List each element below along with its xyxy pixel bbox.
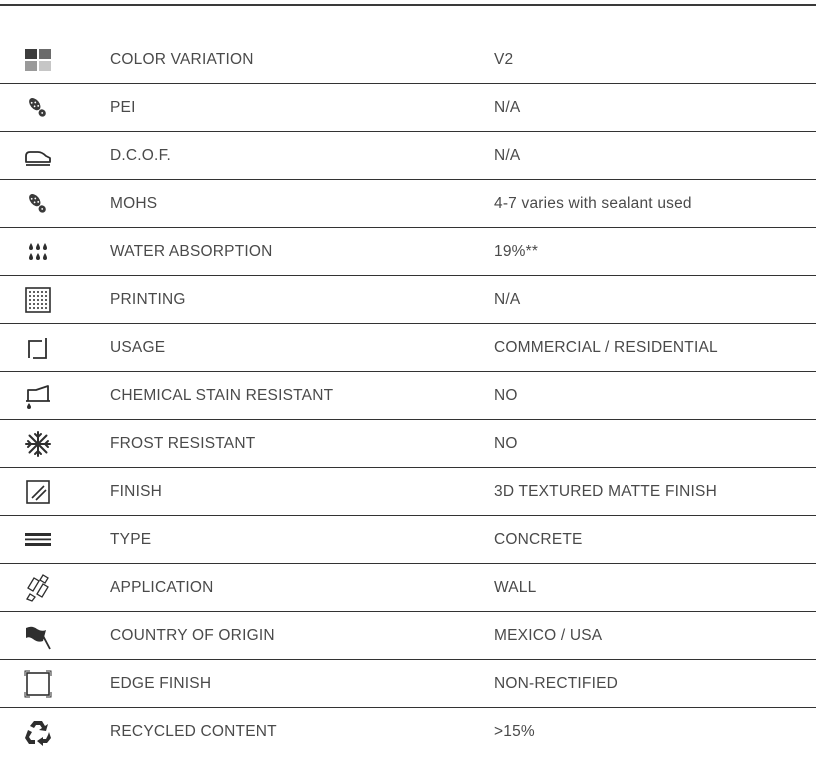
corner-bracket-icon bbox=[24, 334, 52, 362]
spec-row-finish bbox=[0, 468, 816, 516]
specifications-table bbox=[0, 36, 816, 756]
spec-row-country-of-origin bbox=[0, 612, 816, 660]
spec-value: NO bbox=[494, 435, 518, 452]
edge-frame-icon bbox=[24, 670, 52, 698]
flag-icon bbox=[24, 622, 52, 650]
spec-label: MOHS bbox=[110, 195, 158, 212]
spec-value: WALL bbox=[494, 579, 537, 596]
top-divider bbox=[0, 4, 816, 6]
footprint-icon bbox=[24, 190, 52, 218]
spec-label: COLOR VARIATION bbox=[110, 51, 254, 68]
footprint-icon bbox=[24, 94, 52, 122]
spec-row-edge-finish bbox=[0, 660, 816, 708]
spec-row-mohs bbox=[0, 180, 816, 228]
chemical-pour-icon bbox=[24, 382, 52, 410]
spec-value: >15% bbox=[494, 723, 535, 740]
water-drops-icon bbox=[24, 238, 52, 266]
spec-value: 4-7 varies with sealant used bbox=[494, 195, 692, 212]
color-variation-icon bbox=[24, 46, 52, 74]
spec-row-color-variation bbox=[0, 36, 816, 84]
spec-value: CONCRETE bbox=[494, 531, 583, 548]
spec-value: COMMERCIAL / RESIDENTIAL bbox=[494, 339, 718, 356]
spec-label: WATER ABSORPTION bbox=[110, 243, 273, 260]
spec-label: PRINTING bbox=[110, 291, 186, 308]
wall-tiles-icon bbox=[24, 574, 52, 602]
spec-row-usage bbox=[0, 324, 816, 372]
spec-row-printing bbox=[0, 276, 816, 324]
spec-label: FINISH bbox=[110, 483, 163, 500]
spec-value: NO bbox=[494, 387, 518, 404]
spec-label: CHEMICAL STAIN RESISTANT bbox=[110, 387, 334, 404]
spec-row-dcof bbox=[0, 132, 816, 180]
spec-value: 3D TEXTURED MATTE FINISH bbox=[494, 483, 717, 500]
spec-row-application bbox=[0, 564, 816, 612]
spec-value: V2 bbox=[494, 51, 514, 68]
spec-value: N/A bbox=[494, 291, 521, 308]
spec-label: D.C.O.F. bbox=[110, 147, 172, 164]
spec-value: N/A bbox=[494, 99, 521, 116]
spec-value: MEXICO / USA bbox=[494, 627, 603, 644]
spec-label: EDGE FINISH bbox=[110, 675, 212, 692]
finish-square-icon bbox=[24, 478, 52, 506]
snowflake-icon bbox=[24, 430, 52, 458]
spec-label: PEI bbox=[110, 99, 136, 116]
spec-row-chemical-stain-resistant bbox=[0, 372, 816, 420]
dot-grid-icon bbox=[24, 286, 52, 314]
spec-row-recycled-content bbox=[0, 708, 816, 756]
spec-value: NON-RECTIFIED bbox=[494, 675, 619, 692]
spec-row-water-absorption bbox=[0, 228, 816, 276]
spec-label: TYPE bbox=[110, 531, 152, 548]
shoe-icon bbox=[24, 142, 52, 170]
spec-row-type bbox=[0, 516, 816, 564]
spec-label: APPLICATION bbox=[110, 579, 214, 596]
recycle-icon bbox=[24, 718, 52, 746]
spec-value: 19%** bbox=[494, 243, 539, 260]
spec-label: FROST RESISTANT bbox=[110, 435, 256, 452]
spec-value: N/A bbox=[494, 147, 521, 164]
spec-label: COUNTRY OF ORIGIN bbox=[110, 627, 275, 644]
spec-label: USAGE bbox=[110, 339, 166, 356]
layers-icon bbox=[24, 526, 52, 554]
spec-label: RECYCLED CONTENT bbox=[110, 723, 277, 740]
spec-row-pei bbox=[0, 84, 816, 132]
spec-row-frost-resistant bbox=[0, 420, 816, 468]
